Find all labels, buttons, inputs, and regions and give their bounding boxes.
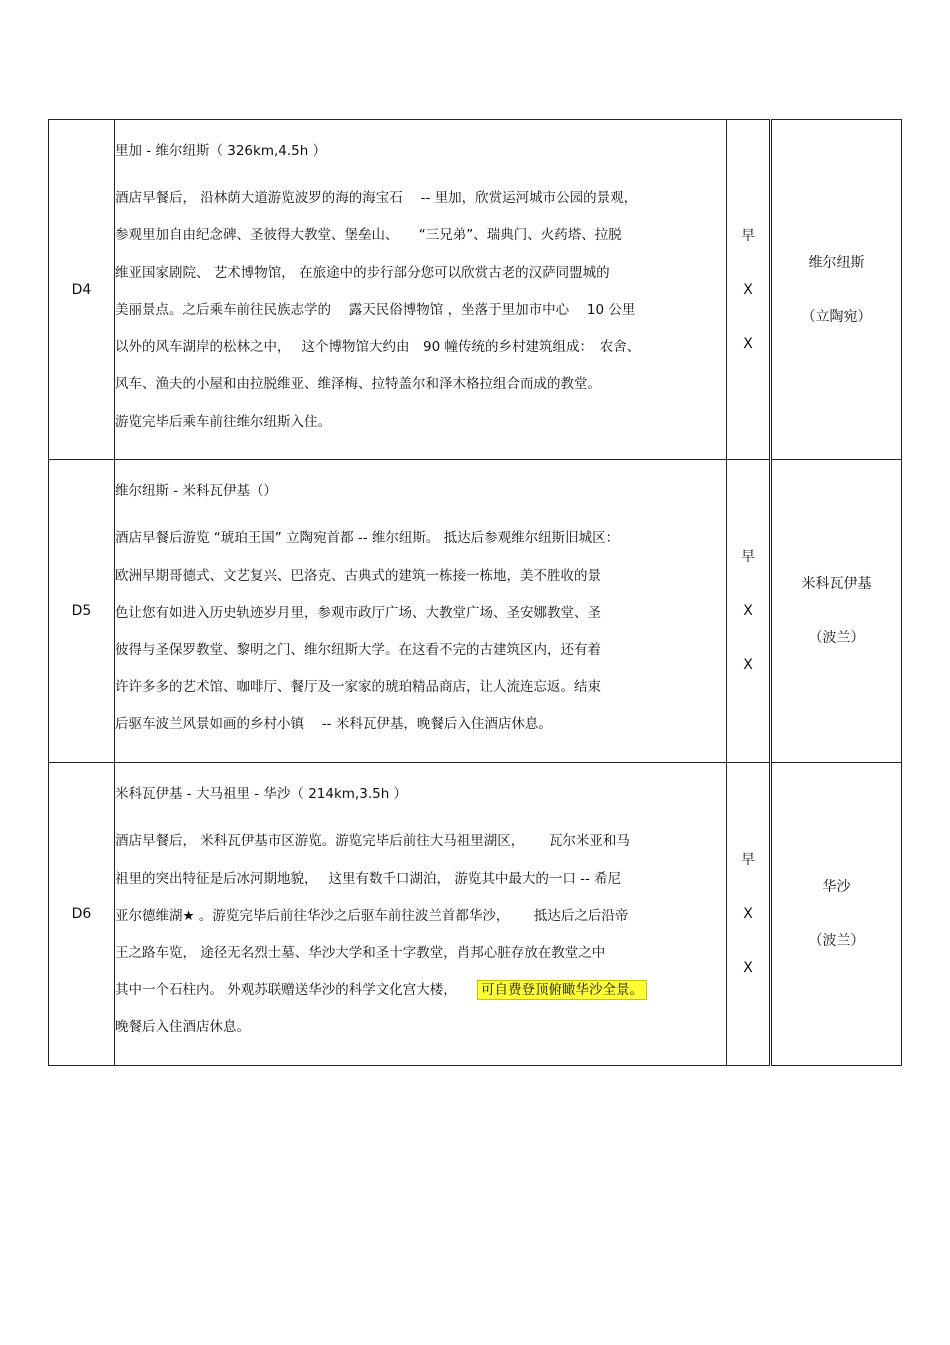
hotel-cell [771, 120, 902, 460]
route-title: 米科瓦伊基 - 大马祖里 - 华沙（ 214km,3.5h ） [115, 786, 408, 803]
description-line: 游览完毕后乘车前往维尔纽斯入住。 [115, 413, 331, 430]
meals-cell [727, 763, 771, 1066]
description-line: 祖里的突出特征是后冰河期地貌， 这里有数千口湖泊， 游览其中最大的一口 -- 希尼 [115, 870, 622, 887]
itinerary-table [48, 119, 902, 1066]
description-line: 许许多多的艺术馆、咖啡厅、餐厅及一家家的琥珀精品商店，让人流连忘返。结束 [115, 679, 601, 696]
description-line: 参观里加自由纪念碑、圣彼得大教堂、堡垒山、 “三兄弟”、瑞典门、火药塔、拉脱 [115, 227, 622, 244]
meal-dinner: X [743, 335, 753, 352]
description-line: 欧洲早期哥德式、文艺复兴、巴洛克、古典式的建筑一栋接一栋地，美不胜收的景 [115, 567, 601, 584]
highlighted-optional-activity: 可自费登顶俯瞰华沙全景。 [477, 980, 647, 1000]
meal-dinner: X [743, 960, 753, 976]
route-title: 维尔纽斯 - 米科瓦伊基（） [115, 483, 277, 500]
day-row-d4 [49, 120, 902, 460]
description-line: 酒店早餐后， 沿林荫大道游览波罗的海的海宝石 -- 里加，欣赏运河城市公园的景观， [115, 190, 638, 207]
description-line: 以外的风车湖岸的松林之中， 这个博物馆大约由 90 幢传统的乡村建筑组成： 农舍、 [115, 339, 641, 356]
day-label: D6 [49, 763, 115, 1066]
day-row-d5 [49, 460, 902, 763]
meal-dinner: X [743, 657, 753, 673]
day-description [115, 120, 727, 460]
route-title: 里加 - 维尔纽斯（ 326km,4.5h ） [115, 143, 327, 160]
hotel-country: （立陶宛） [801, 308, 872, 325]
meal-lunch: X [743, 281, 753, 298]
description-text: 其中一个石柱内。 外观苏联赠送华沙的科学文化宫大楼， [115, 982, 478, 999]
description-line: 色让您有如进入历史轨迹岁月里，参观市政厅广场、大教堂广场、圣安娜教堂、圣 [115, 604, 601, 621]
day-label: D5 [49, 460, 115, 763]
description-line [115, 972, 726, 1009]
meal-lunch: X [743, 603, 753, 619]
description-line: 晚餐后入住酒店休息。 [115, 1019, 250, 1036]
description-line: 维亚国家剧院、 艺术博物馆， 在旅途中的步行部分您可以欣赏古老的汉萨同盟城的 [115, 264, 610, 281]
day-description [115, 763, 727, 1066]
hotel-city: 米科瓦伊基 [801, 576, 872, 592]
meals-cell [727, 120, 771, 460]
meal-breakfast: 早 [741, 852, 755, 868]
hotel-country: （波兰） [808, 933, 865, 949]
description-line: 美丽景点。之后乘车前往民族志学的 露天民俗博物馆 ，坐落于里加市中心 10 公里 [115, 301, 636, 318]
day-description [115, 460, 727, 763]
day-row-d6 [49, 763, 902, 1066]
hotel-cell [771, 763, 902, 1066]
meals-cell [727, 460, 771, 763]
description-line: 风车、渔夫的小屋和由拉脱维亚、维泽梅、拉特盖尔和泽木格拉组合而成的教堂。 [115, 376, 601, 393]
meal-breakfast: 早 [741, 549, 755, 565]
hotel-country: （波兰） [808, 630, 865, 646]
description-line: 亚尔德维湖★ 。游览完毕后前往华沙之后驱车前往波兰首都华沙， 抵达后之后沿帝 [115, 907, 629, 924]
description-line: 彼得与圣保罗教堂、黎明之门、维尔纽斯大学。在这看不完的古建筑区内，还有着 [115, 642, 601, 658]
description-line: 后驱车波兰风景如画的乡村小镇 -- 米科瓦伊基，晚餐后入住酒店休息。 [115, 716, 552, 733]
description-line: 酒店早餐后游览 “琥珀王国” 立陶宛首都 -- 维尔纽斯。 抵达后参观维尔纽斯旧城区： [115, 530, 620, 547]
day-label: D4 [49, 120, 115, 460]
hotel-city: 华沙 [822, 879, 851, 895]
description-line: 酒店早餐后， 米科瓦伊基市区游览。游览完毕后前往大马祖里湖区， 瓦尔米亚和马 [115, 833, 630, 850]
hotel-cell [771, 460, 902, 763]
meal-breakfast: 早 [741, 227, 755, 244]
hotel-city: 维尔纽斯 [808, 254, 865, 271]
meal-lunch: X [743, 906, 753, 922]
description-line: 王之路车览， 途径无名烈士墓、华沙大学和圣十字教堂，肖邦心脏存放在教堂之中 [115, 945, 606, 961]
